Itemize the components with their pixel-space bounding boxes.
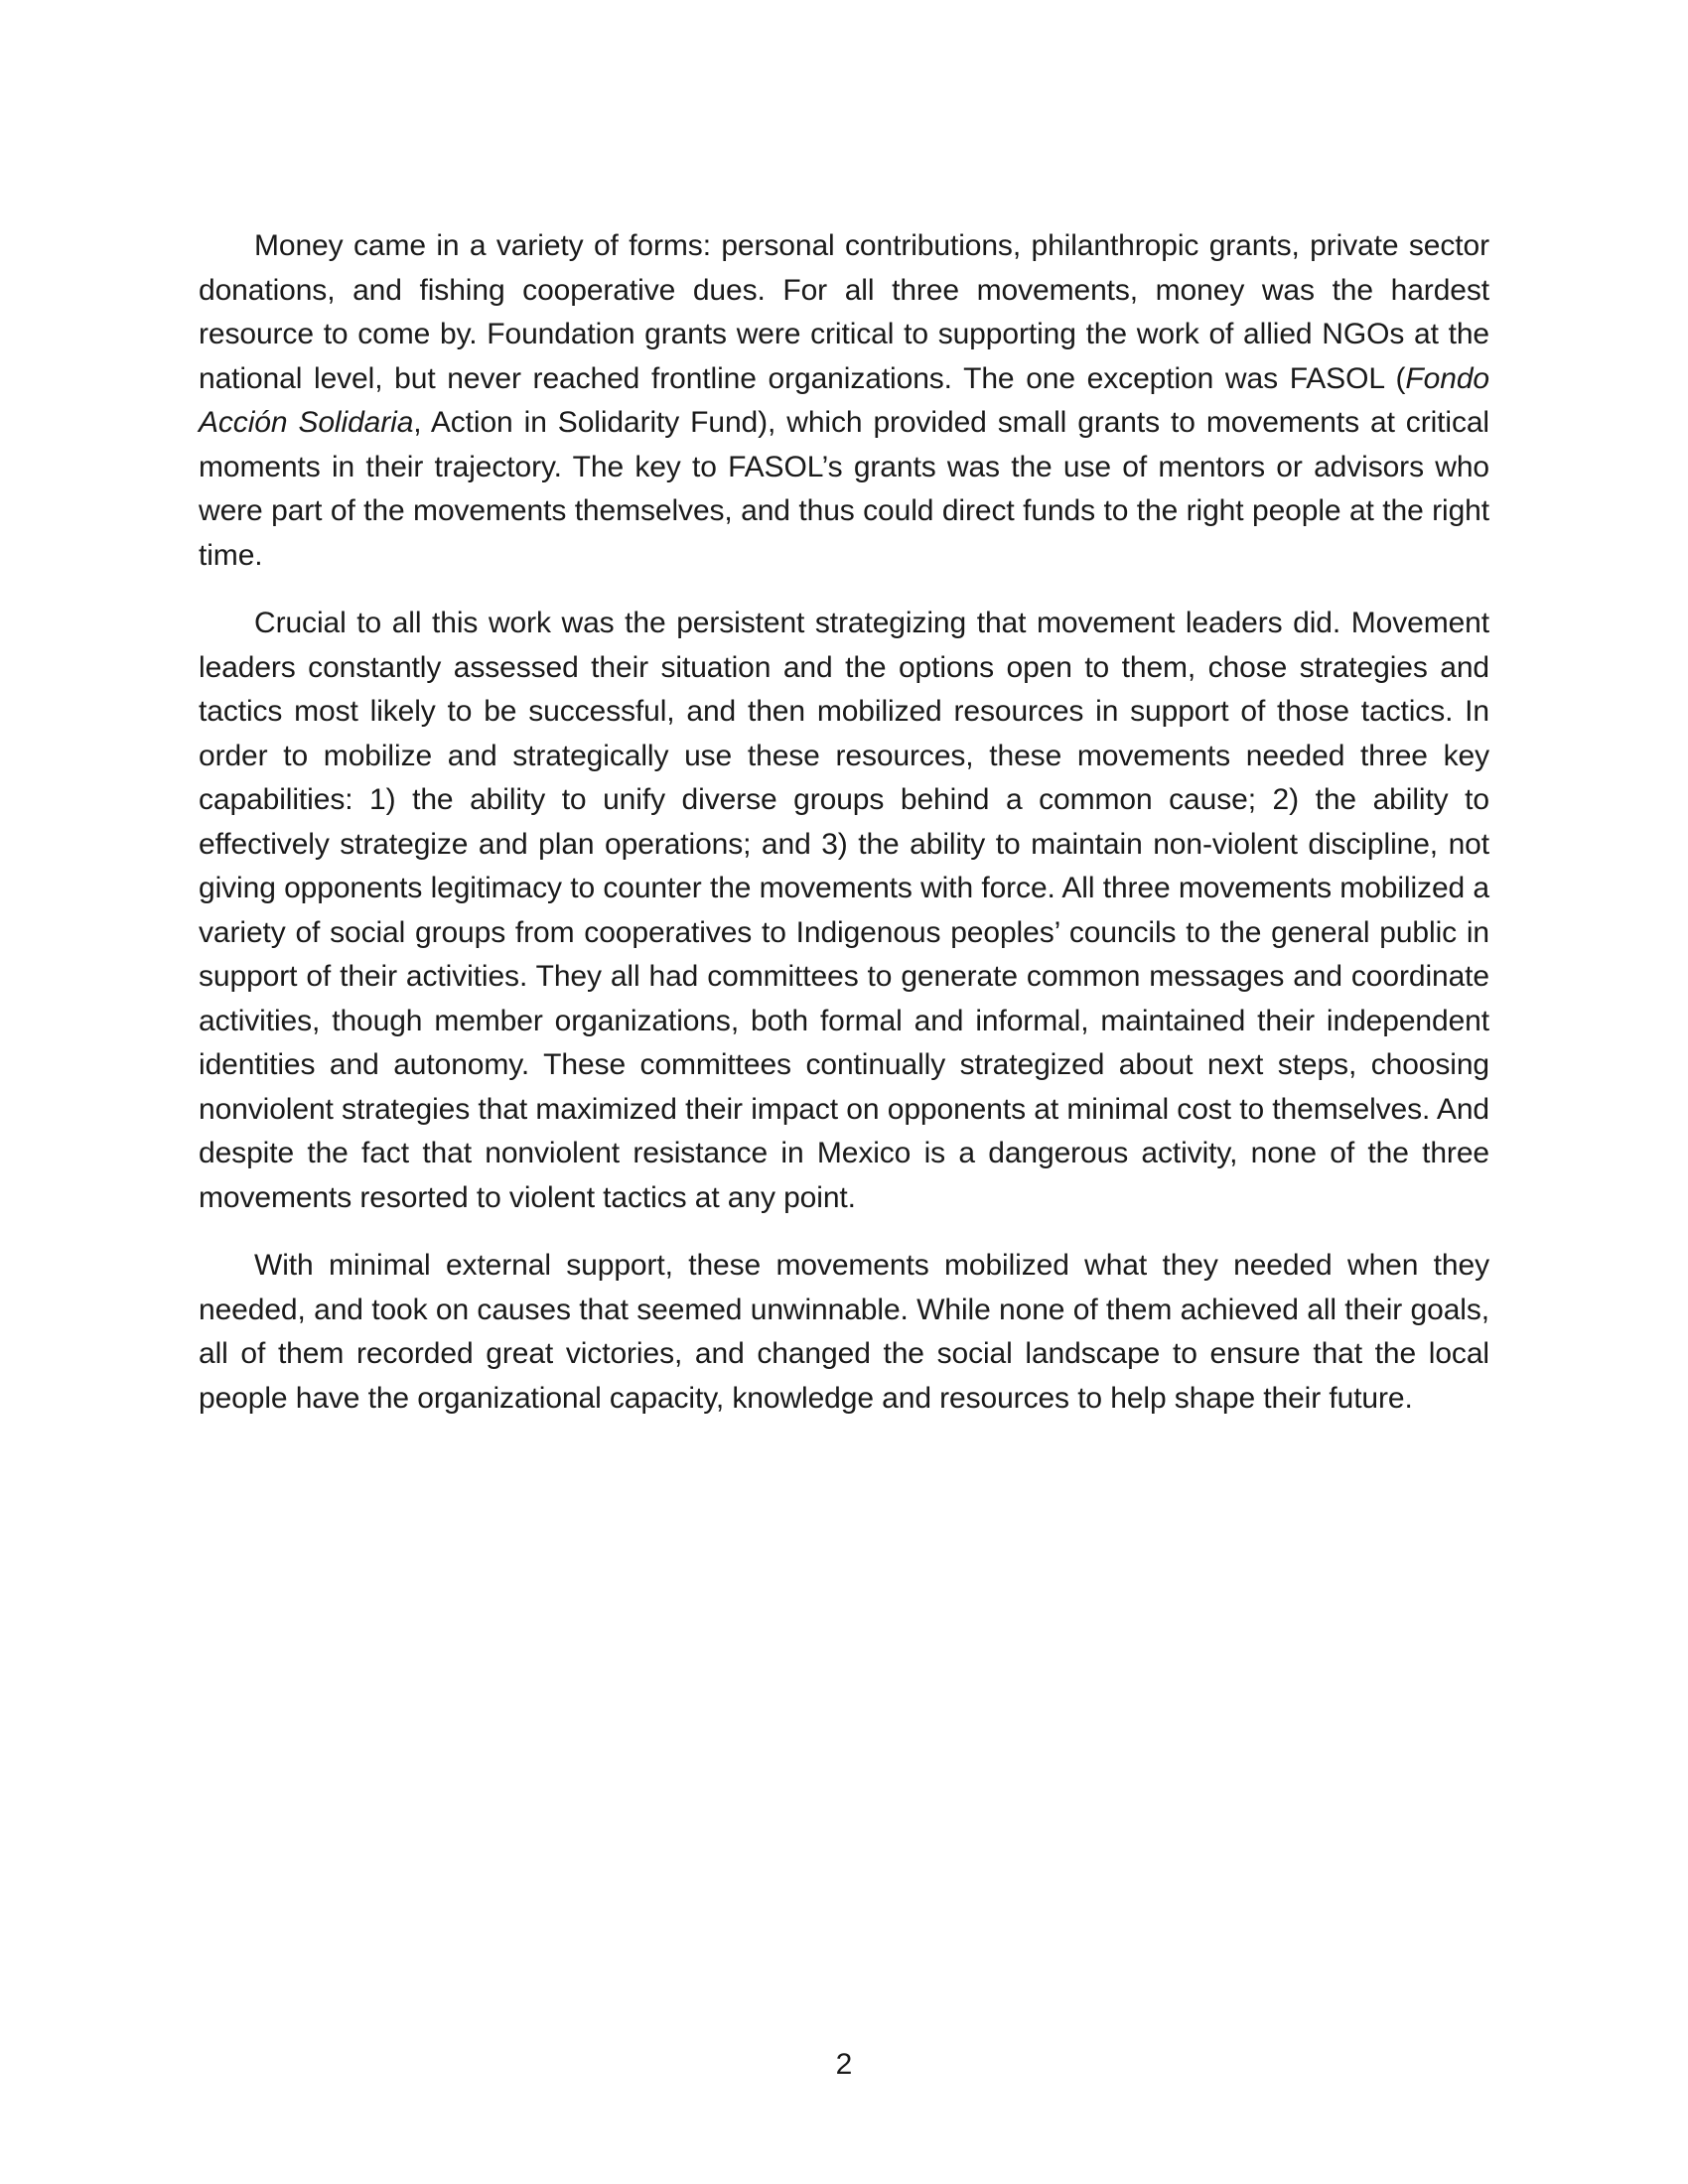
- body-text: [199, 224, 1489, 1444]
- paragraph-money: [199, 224, 1489, 578]
- fund-name-italic: Fondo Acción Solidaria: [199, 361, 1489, 439]
- paragraph-text: With minimal external support, these movements mobilized what they needed when they needed, and took on causes that seemed unwinnable. While none of them achieved all their goals, all of them recorded great victories, and changed the social landscape to ensure that the local people have the organizational capacity, knowledge and resources to help shape their future.: [199, 1249, 1489, 1415]
- page-number: 2: [835, 2048, 853, 2081]
- paragraph-text: , Action in Solidarity Fund), which provided small grants to movements at critical moments in their trajectory. The key to FASOL’s grants was the use of mentors or advisors who were part of the movements themselves, and thus could direct funds to the right people at the right time.: [199, 406, 1490, 572]
- paragraph-strategizing: [199, 602, 1489, 1220]
- paragraph-text: Crucial to all this work was the persistent strategizing that movement leaders did. Movement leaders constantly assessed their situation and the options open to them, chose strategies and tactics most likely to be successful, and then mobilized resources in support of those tactics. In order to mobilize and strategically use these resources, these movements needed three key capabilities: 1) the ability to unify diverse groups behind a common cause; 2) the ability to effectively strategize and plan operations; and 3) the ability to maintain non-violent discipline, not giving opponents legitimacy to counter the movements with force. All three movements mobilized a variety of social groups from cooperatives to Indigenous peoples’ councils to the general public in support of their activities. They all had committees to generate common messages and coordinate activities, though member organizations, both formal and informal, maintained their independent identities and autonomy. These committees continually strategized about next steps, choosing nonviolent strategies that maximized their impact on opponents at minimal cost to themselves. And despite the fact that nonviolent resistance in Mexico is a dangerous activity, none of the three movements resorted to violent tactics at any point.: [199, 607, 1489, 1214]
- paragraph-text: Money came in a variety of forms: personal contributions, philanthropic grants, private sector donations, and fishing cooperative dues. For all three movements, money was the hardest resource to come by. Foundation grants were critical to supporting the work of allied NGOs at the national level, but never reached frontline organizations. The one exception was FASOL (: [199, 229, 1489, 395]
- paragraph-conclusion: [199, 1244, 1489, 1421]
